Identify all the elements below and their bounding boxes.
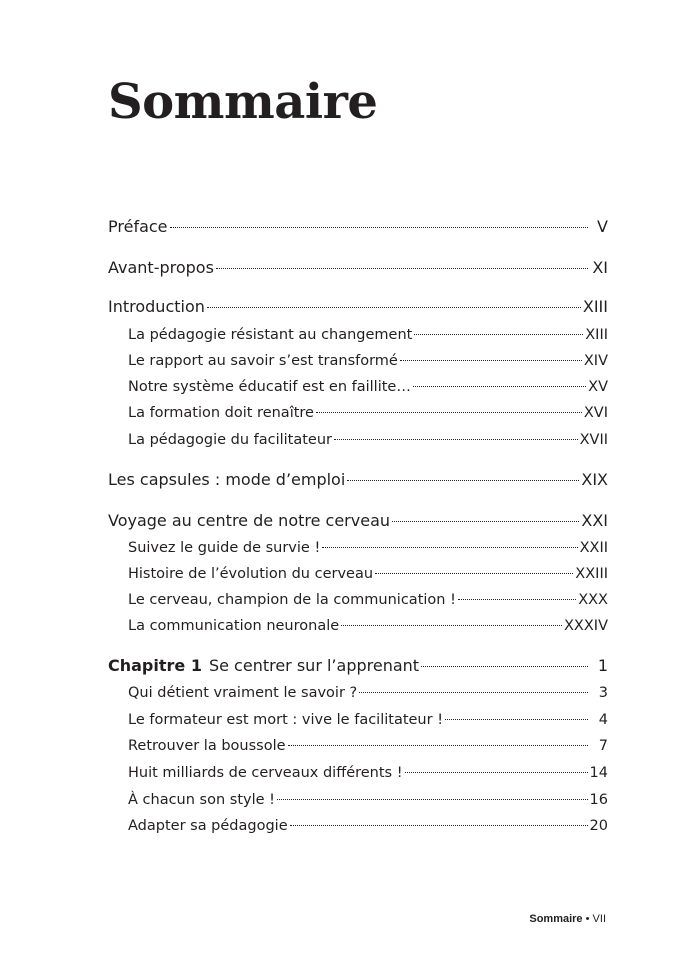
toc-label: Notre système éducatif est en faillite… [128,378,411,395]
dot-leader [341,615,562,630]
dot-leader [216,257,588,273]
page-title: Sommaire [108,74,378,130]
toc-label: Le formateur est mort : vive le facilitateur ! [128,711,444,728]
toc-label: Suivez le guide de survie ! [128,539,321,556]
toc-subentry[interactable] [128,709,608,728]
dot-leader [322,537,577,552]
toc-subentry[interactable] [128,537,608,556]
toc-label: Le cerveau, champion de la communication ! [128,591,456,608]
toc-page-number: XIX [581,470,608,489]
dot-leader [207,296,581,312]
toc-label: Le rapport au savoir s’est transformé [128,352,398,369]
dot-leader [445,709,588,724]
toc-page-number: V [597,217,608,236]
toc-label: La communication neuronale [128,617,340,634]
dot-leader [375,563,573,578]
toc-subentry[interactable] [128,563,608,582]
toc-label: Retrouver la boussole [128,737,286,754]
dot-leader [277,789,588,804]
toc-label: Les capsules : mode d’emploi [108,470,346,489]
toc-label: Huit milliards de cerveaux différents ! [128,764,403,781]
toc-page-number: XIV [583,352,608,369]
running-footer [529,913,606,925]
toc-label: Voyage au centre de notre cerveau [108,511,391,530]
footer-bullet: • [585,913,590,925]
toc-subentry[interactable] [128,762,608,781]
dot-leader [400,350,582,365]
toc-label: Introduction [108,297,205,316]
toc-label: Préface [108,217,168,236]
toc-page-number: XI [592,258,608,277]
toc-entry[interactable] [108,510,608,530]
dot-leader [414,324,583,339]
footer-title: Sommaire [529,913,583,925]
dot-leader [392,510,579,526]
toc-page-number: XXX [578,591,608,608]
toc-subentry[interactable] [128,789,608,808]
toc-subentry[interactable] [128,815,608,834]
toc-subentry[interactable] [128,350,608,369]
dot-leader [405,762,588,777]
dot-leader [359,682,588,697]
toc-page-number: 14 [589,764,608,781]
toc-label: Histoire de l’évolution du cerveau [128,565,374,582]
toc-entry[interactable] [108,469,608,489]
toc-page-number: XXIII [575,565,608,582]
dot-leader [316,402,582,417]
toc-page-number: XIII [585,326,608,343]
toc-label: À chacun son style ! [128,791,275,808]
toc-label: La pédagogie du facilitateur [128,431,333,448]
dot-leader [413,376,586,391]
toc-page-number: XXI [581,511,608,530]
toc-chapter-label [108,656,419,675]
toc-subentry[interactable] [128,682,608,701]
toc-subentry[interactable] [128,376,608,395]
toc-page-number: 1 [597,656,608,675]
dot-leader [421,655,588,671]
toc-page-number: 7 [598,737,608,754]
toc-page-number: 3 [598,684,608,701]
toc-entry[interactable] [108,216,608,236]
toc-label: Avant-propos [108,258,214,277]
chapter-number: Chapitre 1 [108,656,202,675]
toc-chapter-entry[interactable] [108,655,608,675]
toc-label: La formation doit renaître [128,404,314,421]
toc-subentry[interactable] [128,615,608,634]
toc-page-number: XVI [583,404,608,421]
toc-subentry[interactable] [128,324,608,343]
toc-entry[interactable] [108,257,608,277]
toc-label: Se centrer sur l’apprenant [208,656,420,675]
toc-label: Adapter sa pédagogie [128,817,288,834]
toc-label: La pédagogie résistant au changement [128,326,413,343]
toc-page-number: XIII [582,297,608,316]
toc-page-number: XV [588,378,608,395]
toc-page-number: XXII [579,539,608,556]
dot-leader [290,815,588,830]
toc-page-number: 4 [598,711,608,728]
dot-leader [334,429,578,444]
footer-page-number: VII [592,913,606,925]
toc-page-number: XXXIV [564,617,608,634]
dot-leader [458,589,576,604]
toc-subentry[interactable] [128,402,608,421]
dot-leader [170,216,588,232]
toc-label: Qui détient vraiment le savoir ? [128,684,358,701]
toc-page-number: 20 [589,817,608,834]
toc-page-number: 16 [589,791,608,808]
toc-subentry[interactable] [128,589,608,608]
dot-leader [288,735,588,750]
dot-leader [347,469,579,485]
toc-page-number: XVII [579,431,608,448]
toc-entry[interactable] [108,296,608,316]
toc-subentry[interactable] [128,429,608,448]
toc-subentry[interactable] [128,735,608,754]
